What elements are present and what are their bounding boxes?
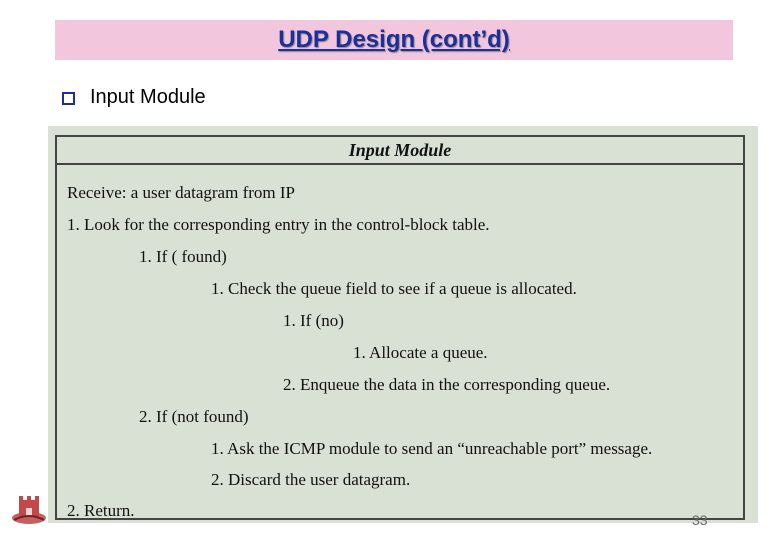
hollow-square-bullet-icon [62, 92, 75, 105]
algorithm-panel [48, 126, 758, 523]
algorithm-line: 2. Enqueue the data in the corresponding queue. [283, 375, 611, 394]
university-crest-icon [10, 490, 48, 526]
title-bar [55, 20, 733, 60]
page-number: 33 [692, 512, 708, 528]
algorithm-line: 1. Allocate a queue. [353, 343, 488, 362]
bullet-item [62, 84, 206, 110]
algorithm-line: 2. Return. [67, 501, 135, 520]
algorithm-line: 1. Look for the corresponding entry in the control-block table. [67, 215, 490, 234]
algorithm-line: 1. Check the queue field to see if a queue is allocated. [211, 279, 577, 298]
algorithm-line: 2. If (not found) [139, 407, 249, 426]
bullet-label: Input Module [90, 85, 206, 108]
slide-title: UDP Design (cont’d) [278, 26, 510, 53]
algorithm-line: Receive: a user datagram from IP [67, 183, 295, 202]
algorithm-line: 1. If (no) [283, 311, 344, 330]
algorithm-box-header: Input Module [57, 137, 743, 165]
algorithm-line: 2. Discard the user datagram. [211, 470, 411, 489]
algorithm-line: 1. Ask the ICMP module to send an “unreachable port” message. [211, 439, 653, 458]
algorithm-line: 1. If ( found) [139, 247, 227, 266]
algorithm-box [55, 135, 745, 520]
